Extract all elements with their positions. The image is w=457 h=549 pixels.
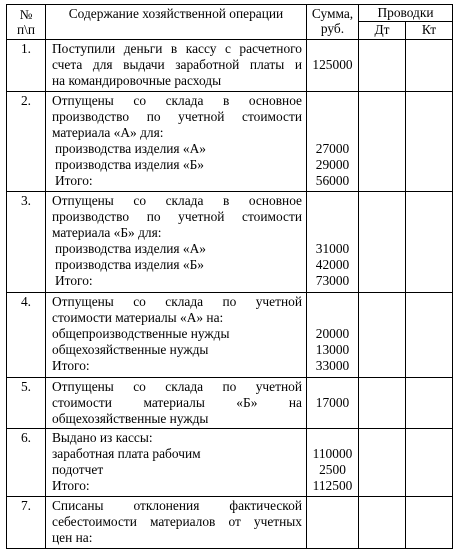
- sum-value: [307, 430, 358, 446]
- sum-cell: [307, 91, 359, 192]
- sum-value: [307, 514, 358, 530]
- sum-cell: [307, 40, 359, 92]
- header-kt: Кт: [406, 22, 453, 40]
- entry-kt-cell[interactable]: [406, 192, 453, 293]
- row-number: 1.: [7, 40, 46, 92]
- operation-line: Итого:: [55, 273, 93, 289]
- sum-value: [307, 109, 358, 125]
- sum-value: 112500: [312, 478, 353, 494]
- operation-line: производство по учетной стоимости: [52, 108, 302, 124]
- operation-line: общепроизводственные нужды: [52, 326, 230, 342]
- entry-dt-cell[interactable]: [359, 497, 406, 549]
- sum-value: [307, 209, 358, 225]
- header-sum-line2: руб.: [320, 21, 345, 36]
- table-row: [7, 497, 453, 549]
- operation-line: производства изделия «Б»: [55, 156, 205, 172]
- entry-dt-cell[interactable]: [359, 293, 406, 377]
- entry-dt-cell[interactable]: [359, 377, 406, 429]
- row-number: 7.: [7, 497, 46, 549]
- operation-line: Выдано из кассы:: [52, 430, 153, 446]
- operation-line: Отпущены со склада по учетной: [52, 294, 302, 310]
- operation-line: Отпущены со склада в основное: [52, 92, 302, 108]
- operation-line: Итого:: [52, 478, 90, 494]
- row-number: 4.: [7, 293, 46, 377]
- entry-dt-cell[interactable]: [359, 91, 406, 192]
- operation-line: стоимости материалы «Б» на: [52, 394, 302, 410]
- entry-kt-cell[interactable]: [406, 497, 453, 549]
- sum-value: 31000: [315, 241, 350, 257]
- entry-kt-cell[interactable]: [406, 91, 453, 192]
- header-sum: [307, 5, 359, 40]
- operation-line: производство по учетной стоимости: [52, 209, 302, 225]
- operation-line: Отпущены со склада по учетной: [52, 378, 302, 394]
- entry-kt-cell[interactable]: [406, 429, 453, 497]
- operation-line: производства изделия «А»: [55, 241, 206, 257]
- table-body: [7, 40, 453, 549]
- sum-value: [307, 93, 358, 109]
- operation-line: общехозяйственные нужды: [52, 410, 209, 426]
- sum-value: [307, 73, 358, 89]
- sum-value: [307, 310, 358, 326]
- sum-value: [307, 411, 358, 427]
- sum-cell: [307, 192, 359, 293]
- operation-line: Поступили деньги в кассу с расчетного: [52, 41, 302, 56]
- row-number: 2.: [7, 91, 46, 192]
- operation-description: [46, 497, 307, 549]
- operation-description: [46, 192, 307, 293]
- header-sum-line1: Сумма,: [311, 6, 354, 21]
- operation-line: производства изделия «А»: [55, 140, 206, 156]
- operation-line: материала «А» для:: [52, 124, 164, 140]
- table-row: [7, 429, 453, 497]
- table-row: [7, 293, 453, 377]
- operation-line: Списаны отклонения фактической: [52, 498, 302, 514]
- table-row: [7, 192, 453, 293]
- operation-line: на командировочные расходы: [52, 73, 222, 88]
- table-row: [7, 91, 453, 192]
- header-no: [7, 5, 46, 40]
- entry-kt-cell[interactable]: [406, 377, 453, 429]
- operation-description: [46, 377, 307, 429]
- sum-value: [307, 193, 358, 209]
- header-no-line2: п\п: [16, 22, 36, 37]
- table-row: [7, 377, 453, 429]
- operation-line: стоимости материалы «А» на:: [52, 310, 224, 326]
- operation-description: [46, 429, 307, 497]
- operations-table: [6, 4, 453, 549]
- operation-line: производства изделия «Б»: [55, 257, 205, 273]
- header-no-line1: №: [19, 7, 33, 22]
- row-number: 3.: [7, 192, 46, 293]
- sum-value: 42000: [315, 257, 350, 273]
- sum-value: [307, 294, 358, 310]
- entry-kt-cell[interactable]: [406, 293, 453, 377]
- operation-line: общехозяйственные нужды: [52, 342, 209, 358]
- operation-line: заработная плата рабочим: [52, 446, 201, 462]
- table-row: [7, 40, 453, 92]
- sum-value: 13000: [315, 342, 350, 358]
- sum-value: 56000: [315, 172, 350, 188]
- operation-line: Отпущены со склада в основное: [52, 193, 302, 209]
- sum-value: 17000: [315, 394, 350, 410]
- sum-cell: [307, 377, 359, 429]
- row-number: 5.: [7, 377, 46, 429]
- sum-value: 2500: [319, 462, 346, 478]
- operation-line: материала «Б» для:: [52, 225, 162, 241]
- entry-dt-cell[interactable]: [359, 40, 406, 92]
- header-entries: Проводки: [359, 5, 453, 22]
- operation-line: подотчет: [52, 462, 104, 478]
- sum-value: [307, 530, 358, 546]
- operation-description: [46, 91, 307, 192]
- entry-dt-cell[interactable]: [359, 429, 406, 497]
- sum-value: [307, 225, 358, 241]
- operation-line: себестоимости материалов от учетных: [52, 514, 302, 530]
- entry-kt-cell[interactable]: [406, 40, 453, 92]
- header-dt: Дт: [359, 22, 406, 40]
- sum-value: [307, 379, 358, 395]
- sum-value: 20000: [315, 326, 350, 342]
- operation-line: цен на:: [52, 530, 93, 546]
- sum-value: 125000: [312, 57, 353, 72]
- sum-value: [307, 498, 358, 514]
- header-row: [7, 5, 453, 22]
- sum-cell: [307, 497, 359, 549]
- sum-value: 27000: [315, 140, 350, 156]
- sum-cell: [307, 293, 359, 377]
- operation-description: [46, 293, 307, 377]
- sum-value: [307, 125, 358, 141]
- entry-dt-cell[interactable]: [359, 192, 406, 293]
- sum-value: 73000: [315, 273, 350, 289]
- sum-value: [307, 41, 358, 57]
- row-number: 6.: [7, 429, 46, 497]
- sum-cell: [307, 429, 359, 497]
- operation-line: счета для выдачи заработной платы и: [52, 57, 302, 72]
- operation-description: [46, 40, 307, 92]
- operation-line: Итого:: [55, 172, 93, 188]
- operation-line: Итого:: [52, 358, 90, 374]
- sum-value: 33000: [315, 358, 350, 374]
- sum-value: 110000: [312, 446, 353, 462]
- sum-value: 29000: [315, 156, 350, 172]
- header-operation: Содержание хозяйственной операции: [46, 5, 307, 40]
